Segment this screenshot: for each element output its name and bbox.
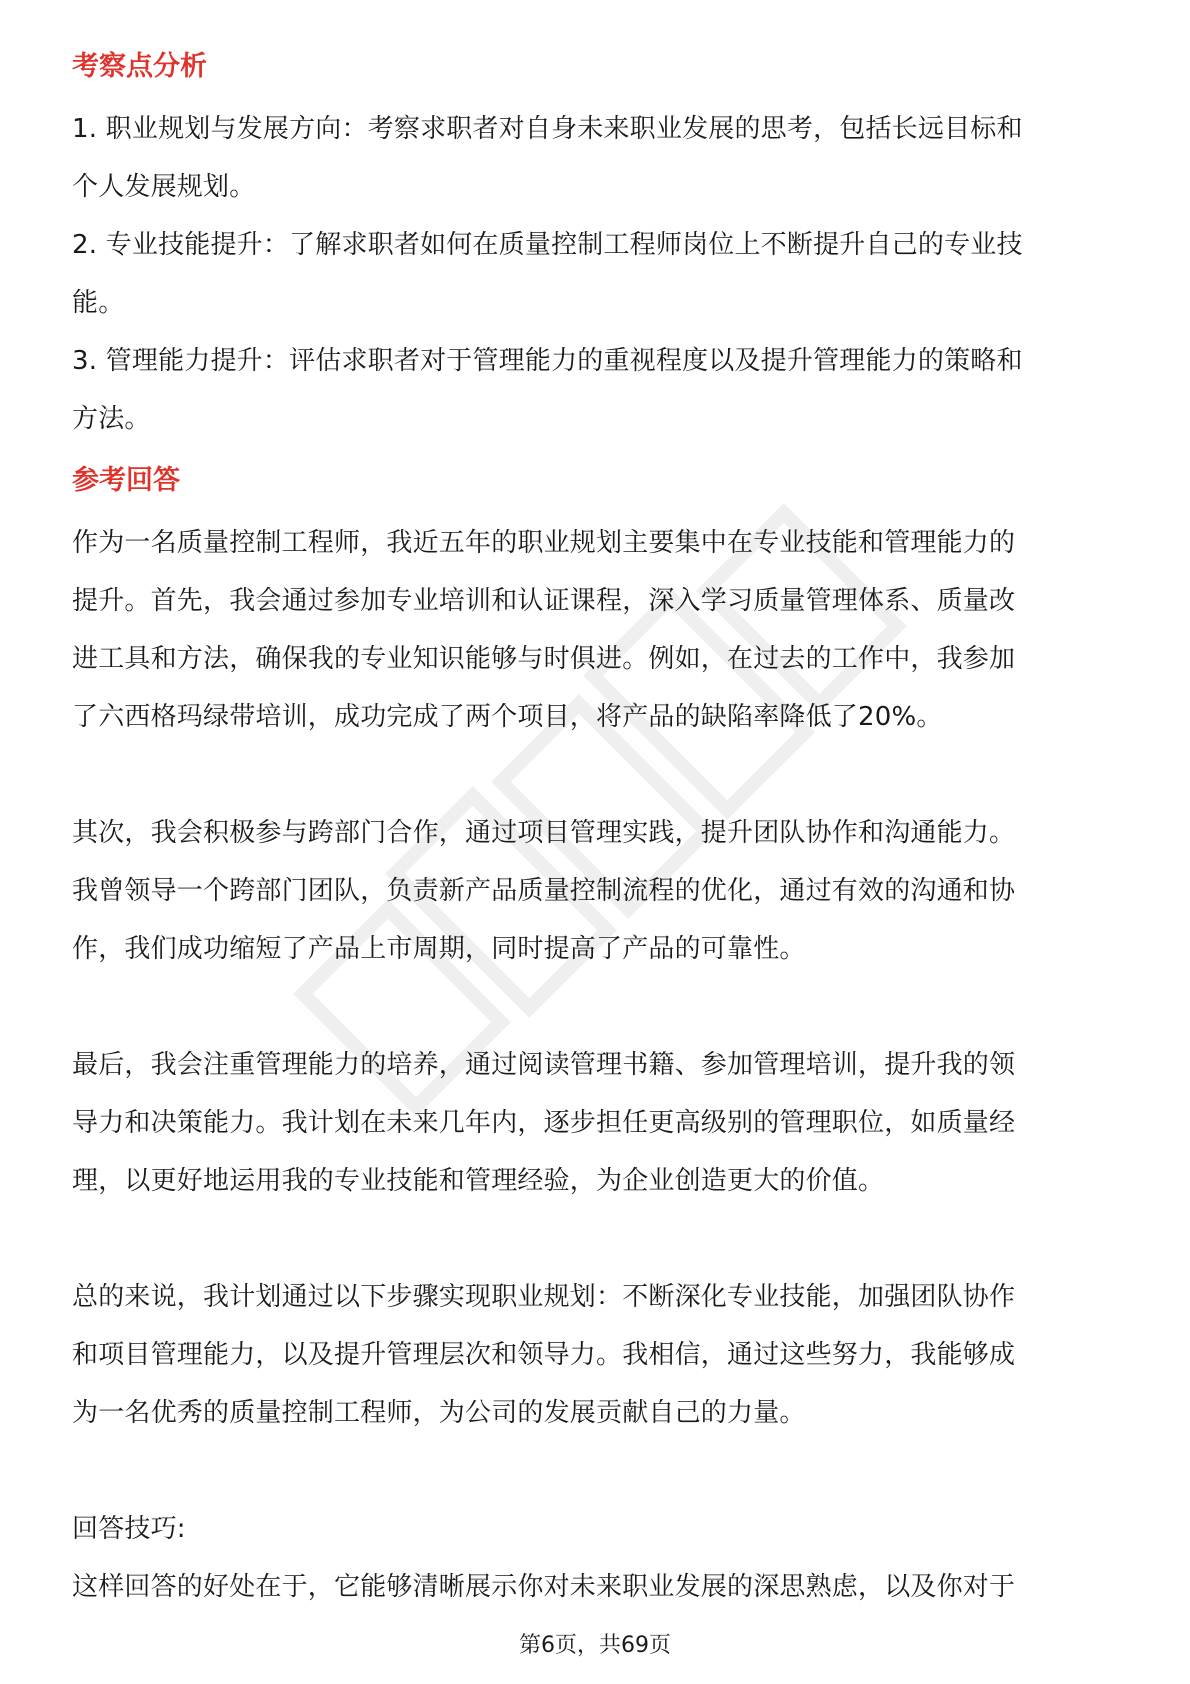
text-line: 提升。首先，我会通过参加专业培训和认证课程，深入学习质量管理体系、质量改 (72, 586, 1016, 616)
tips-label: 回答技巧: (72, 1514, 186, 1544)
text-line: 这样回答的好处在于，它能够清晰展示你对未来职业发展的深思熟虑，以及你对于 (72, 1572, 1016, 1602)
text-line: 3. 管理能力提升：评估求职者对于管理能力的重视程度以及提升管理能力的策略和 (72, 346, 1023, 376)
text-line: 和项目管理能力，以及提升管理层次和领导力。我相信，通过这些努力，我能够成 (72, 1340, 1016, 1370)
section-heading-analysis: 考察点分析 (72, 51, 207, 82)
text-line: 其次，我会积极参与跨部门合作，通过项目管理实践，提升团队协作和沟通能力。 (72, 818, 1016, 848)
page-number: 第6页，共69页 (519, 1633, 671, 1658)
text-line: 总的来说，我计划通过以下步骤实现职业规划：不断深化专业技能，加强团队协作 (72, 1282, 1016, 1312)
text-line: 方法。 (72, 404, 151, 434)
document-content (72, 46, 1120, 1616)
text-line: 理，以更好地运用我的专业技能和管理经验，为企业创造更大的价值。 (72, 1166, 885, 1196)
text-line: 能。 (72, 288, 125, 318)
text-line: 为一名优秀的质量控制工程师，为公司的发展贡献自己的力量。 (72, 1398, 806, 1428)
text-line: 进工具和方法，确保我的专业知识能够与时俱进。例如，在过去的工作中，我参加 (72, 644, 1016, 674)
text-line: 1. 职业规划与发展方向：考察求职者对自身未来职业发展的思考，包括长远目标和 (72, 114, 1023, 144)
text-line: 2. 专业技能提升：了解求职者如何在质量控制工程师岗位上不断提升自己的专业技 (72, 230, 1023, 260)
text-line: 导力和决策能力。我计划在未来几年内，逐步担任更高级别的管理职位，如质量经 (72, 1108, 1016, 1138)
text-line: 个人发展规划。 (72, 172, 256, 202)
text-line: 作，我们成功缩短了产品上市周期，同时提高了产品的可靠性。 (72, 934, 806, 964)
text-line: 了六西格玛绿带培训，成功完成了两个项目，将产品的缺陷率降低了20%。 (72, 702, 943, 732)
section-heading-reference-answer: 参考回答 (72, 465, 180, 496)
text-line: 最后，我会注重管理能力的培养，通过阅读管理书籍、参加管理培训，提升我的领 (72, 1050, 1016, 1080)
text-line: 作为一名质量控制工程师，我近五年的职业规划主要集中在专业技能和管理能力的 (72, 528, 1016, 558)
text-line: 我曾领导一个跨部门团队，负责新产品质量控制流程的优化，通过有效的沟通和协 (72, 876, 1016, 906)
